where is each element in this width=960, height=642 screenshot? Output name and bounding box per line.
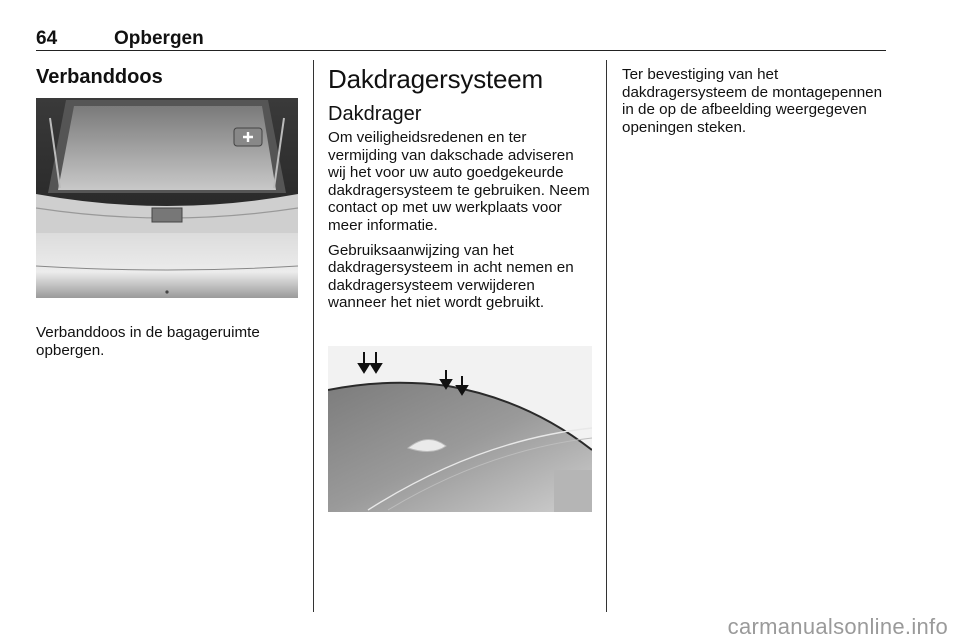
- paragraph-roof-rack-2: Gebruiksaanwijzing van het dakdragersysteem in acht nemen en dakdragersysteem verwijderen wanneer het niet wordt gebruikt.: [328, 241, 574, 312]
- subheading-roof-rack: Dakdrager: [328, 103, 422, 125]
- chapter-title: Opbergen: [114, 28, 204, 49]
- column-divider-left: [313, 60, 314, 612]
- page-number: 64: [36, 28, 58, 49]
- section-heading-first-aid: Verbanddoos: [36, 66, 163, 88]
- mounting-instructions-section: [622, 62, 887, 143]
- page-header: [36, 28, 886, 51]
- paragraph-mounting-pins: Ter bevestiging van het dakdragersysteem de montagepennen in de op de afbeelding weergegeven openingen steken.: [622, 66, 883, 136]
- watermark-text: carmanualsonline.info: [727, 614, 948, 639]
- column-divider-right: [606, 60, 607, 612]
- trunk-first-aid-illustration: [36, 98, 298, 298]
- roof-rack-section: [328, 62, 592, 534]
- first-aid-caption: Verbanddoos in de bagageruimte opbergen.: [36, 324, 260, 359]
- first-aid-section: [36, 62, 298, 366]
- paragraph-roof-rack-1: Om veiligheidsredenen en ter vermijding van dakschade adviseren wij het voor uw auto goedgekeurde dakdragersysteem te gebruiken. Neem contact op met uw werkplaats voor meer informatie.: [328, 129, 590, 234]
- roof-mounting-points-illustration: [328, 320, 592, 534]
- section-heading-roof-rack-system: Dakdragersysteem: [328, 64, 543, 94]
